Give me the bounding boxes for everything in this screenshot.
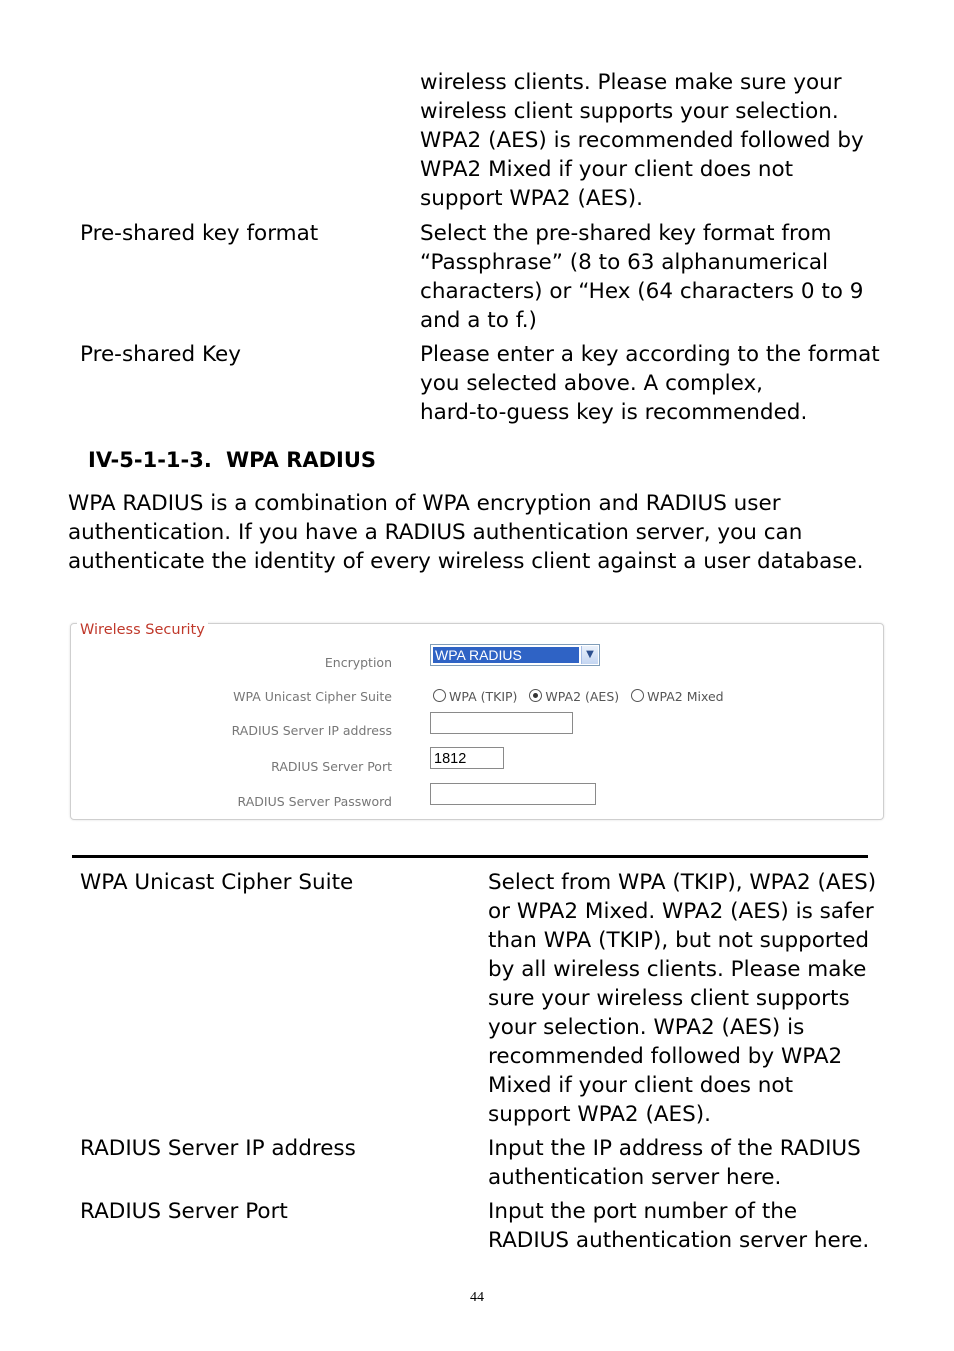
encryption-select-value: WPA RADIUS xyxy=(433,647,579,663)
radius-ip-label: RADIUS Server IP address xyxy=(231,723,392,738)
cipher-desc-continuation: wireless clients. Please make sure your wireless client supports your selection. WPA2 (AES) is recommended followed by WPA2 Mixed if your client does not support WPA2 (AES). xyxy=(420,70,864,211)
cipher-suite-label: WPA Unicast Cipher Suite xyxy=(233,689,392,704)
table-top-rule xyxy=(72,855,868,858)
radio-circle-icon[interactable] xyxy=(631,689,644,702)
radius-port-row-desc: Input the port number of the RADIUS authentication server here. xyxy=(488,1199,870,1253)
cipher-suite-radios xyxy=(433,682,732,711)
section-heading xyxy=(88,446,376,475)
section-title: WPA RADIUS xyxy=(226,448,377,472)
radio-circle-icon[interactable] xyxy=(433,689,446,702)
radio-selected-icon[interactable] xyxy=(529,689,542,702)
radio-wpa2-mixed-label: WPA2 Mixed xyxy=(647,689,724,704)
page-number: 44 xyxy=(470,1290,484,1305)
preshared-key-label: Pre-shared Key xyxy=(80,342,241,367)
radius-password-label: RADIUS Server Password xyxy=(237,794,392,809)
cipher-suite-row-label: WPA Unicast Cipher Suite xyxy=(80,870,354,895)
radio-wpa-tkip[interactable] xyxy=(433,682,517,711)
section-number: IV-5-1-1-3. xyxy=(88,448,212,472)
radius-ip-input[interactable] xyxy=(430,712,573,734)
wireless-security-panel xyxy=(70,623,884,820)
chevron-down-icon[interactable]: ▼ xyxy=(581,646,598,664)
encryption-select[interactable] xyxy=(430,644,600,666)
radius-port-input[interactable]: 1812 xyxy=(430,747,504,769)
radio-wpa-tkip-label: WPA (TKIP) xyxy=(449,689,518,704)
cipher-suite-row-desc: Select from WPA (TKIP), WPA2 (AES) or WPA2 Mixed. WPA2 (AES) is safer than WPA (TKIP), but not supported by all wireless clients. Please make sure your wireless client supports your selection. WPA2 (AES) is recommended followed by WPA2 Mixed if your client does not support WPA2 (AES). xyxy=(488,870,877,1127)
radius-ip-row-desc: Input the IP address of the RADIUS authentication server here. xyxy=(488,1136,861,1190)
panel-title: Wireless Security xyxy=(77,616,208,645)
radio-wpa2-aes-label: WPA2 (AES) xyxy=(545,689,620,704)
radius-ip-row-label: RADIUS Server IP address xyxy=(80,1136,356,1161)
radio-wpa2-mixed[interactable] xyxy=(631,682,723,711)
radius-port-label: RADIUS Server Port xyxy=(271,759,392,774)
radius-password-input[interactable] xyxy=(430,783,596,805)
preshared-format-label: Pre-shared key format xyxy=(80,221,319,246)
preshared-key-desc: Please enter a key according to the format you selected above. A complex, hard-to-guess key is recommended. xyxy=(420,342,880,425)
radio-wpa2-aes[interactable] xyxy=(529,682,619,711)
radius-port-row-label: RADIUS Server Port xyxy=(80,1199,288,1224)
encryption-label: Encryption xyxy=(324,655,392,670)
section-intro: WPA RADIUS is a combination of WPA encryption and RADIUS user authentication. If you have a RADIUS authentication server, you can authenticate the identity of every wireless client against a user database. xyxy=(68,491,864,574)
preshared-format-desc: Select the pre-shared key format from “Passphrase” (8 to 63 alphanumerical characters) or “Hex (64 characters 0 to 9 and a to f.) xyxy=(420,221,864,333)
